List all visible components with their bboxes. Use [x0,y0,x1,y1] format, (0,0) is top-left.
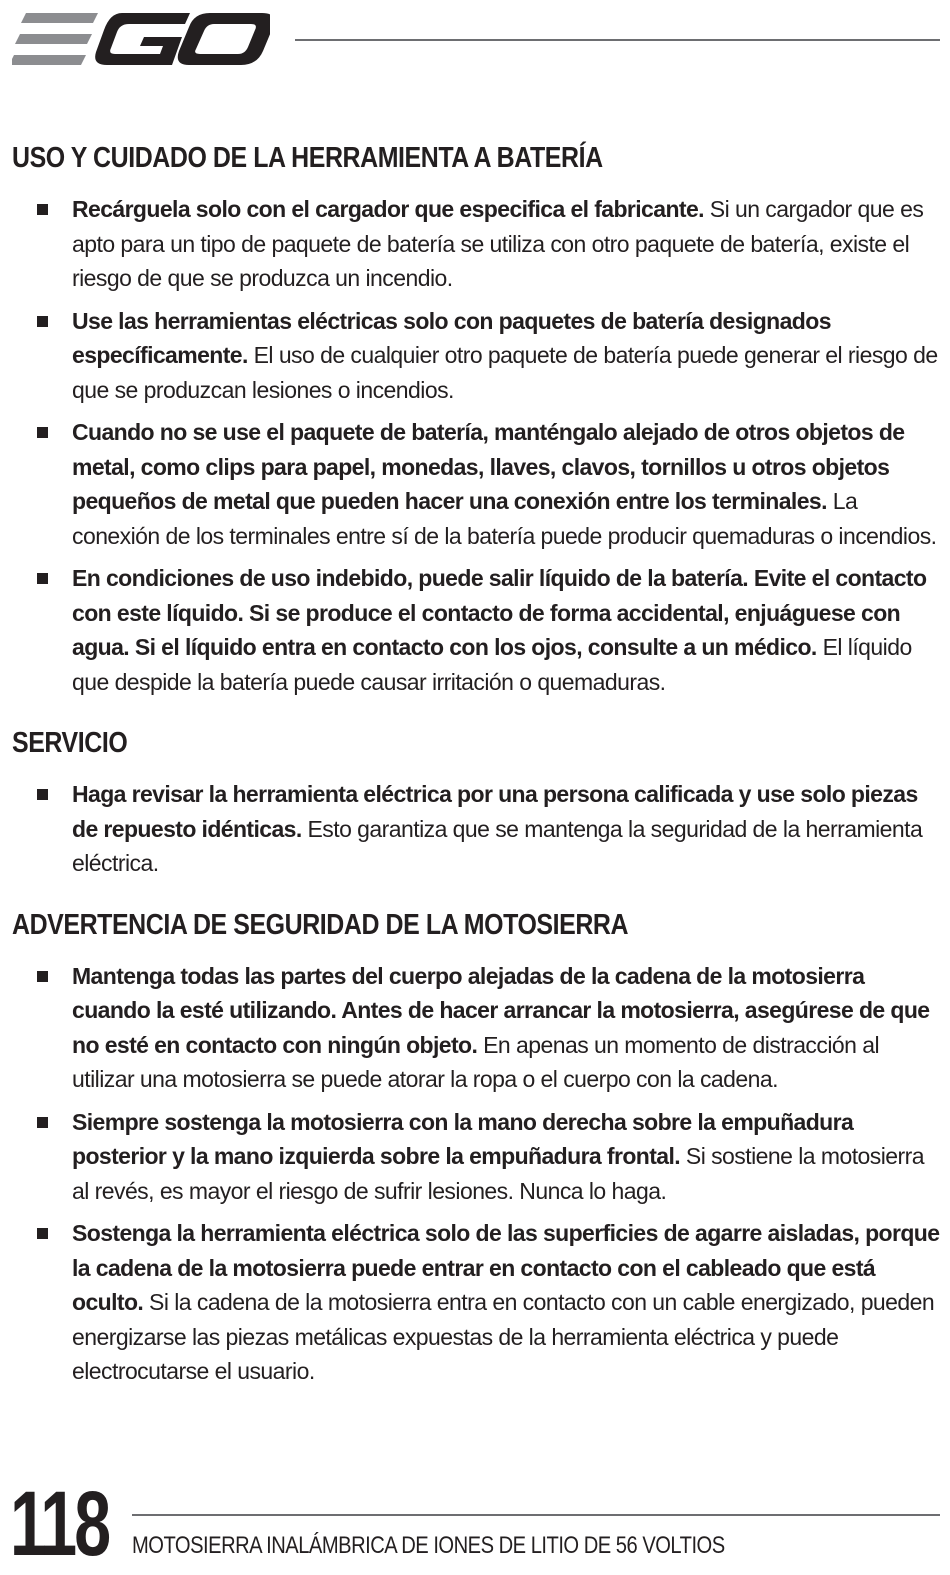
item-text: En apenas un momento de distracción al utilizar una motosierra se puede atorar la ropa o el cuerpo con la cadena. [72,1031,880,1092]
square-bullet-icon [37,971,48,982]
brand-logo [12,10,270,70]
list-item [12,1216,940,1389]
item-text: El uso de cualquier otro paquete de batería puede generar el riesgo de que se produzcan lesiones o incendios. [72,342,938,403]
square-bullet-icon [37,1228,48,1239]
list-item [12,1105,940,1209]
list-item [12,192,940,296]
section-title-service: SERVICIO [12,727,128,759]
item-bold-text: Recárguela solo con el cargador que especifica el fabricante. [72,196,704,222]
list-item [12,959,940,1097]
item-text: Si la cadena de la motosierra entra en contacto con un cable energizado, pueden energizarse las piezas metálicas expuestas de la herramienta eléctrica y puede electrocutarse el usuario. [72,1289,935,1384]
square-bullet-icon [37,573,48,584]
item-text: La conexión de los terminales entre sí de la batería puede producir quemaduras o incendios. [72,488,937,549]
item-bold-text: Haga revisar la herramienta eléctrica por una persona calificada y use solo piezas de repuesto idénticas. [72,781,918,842]
footer-divider [132,1514,940,1516]
item-bold-text: Sostenga la herramienta eléctrica solo de las superficies de agarre aisladas, porque la cadena de la motosierra puede entrar en contacto con el cableado que está oculto. [72,1220,940,1315]
section-chainsaw-warning-list [12,959,940,1389]
section-title-battery-care: USO Y CUIDADO DE LA HERRAMIENTA A BATERÍA [12,142,603,174]
section-service-list [12,777,940,881]
square-bullet-icon [37,427,48,438]
list-item [12,304,940,408]
square-bullet-icon [37,316,48,327]
footer-title: MOTOSIERRA INALÁMBRICA DE IONES DE LITIO DE 56 VOLTIOS [132,1532,725,1559]
item-bold-text: Siempre sostenga la motosierra con la mano derecha sobre la empuñadura posterior y la mano izquierda sobre la empuñadura frontal. [72,1108,854,1169]
item-text: Si un cargador que es apto para un tipo de paquete de batería se utiliza con otro paquete de batería, existe el riesgo de que se produzca un incendio. [72,196,924,291]
square-bullet-icon [37,204,48,215]
item-bold-text: En condiciones de uso indebido, puede salir líquido de la batería. Evite el contacto con este líquido. Si se produce el contacto de forma accidental, enjuáguese con agua. Si el líquido entra en contacto con los ojos, consulte a un médico. [72,565,927,660]
page-number: 118 [10,1473,109,1575]
list-item [12,561,940,699]
main-content [12,138,940,1397]
item-bold-text: Cuando no se use el paquete de batería, manténgalo alejado de otros objetos de metal, como clips para papel, monedas, llaves, clavos, tornillos u otros objetos pequeños de metal que pueden hacer una conexión entre los terminales. [72,419,905,514]
brand-logo-text [270,10,271,11]
section-title-chainsaw-warning: ADVERTENCIA DE SEGURIDAD DE LA MOTOSIERRA [12,908,629,941]
section-battery-care-list [12,192,940,699]
item-text: El líquido que despide la batería puede causar irritación o quemaduras. [72,634,912,695]
item-text: Esto garantiza que se mantenga la seguridad de la herramienta eléctrica. [72,815,923,876]
list-item [12,415,940,553]
square-bullet-icon [37,789,48,800]
item-text: Si sostiene la motosierra al revés, es mayor el riesgo de sufrir lesiones. Nunca lo haga. [72,1143,924,1204]
item-bold-text: Use las herramientas eléctricas solo con paquetes de batería designados específicamente. [72,307,831,368]
square-bullet-icon [37,1117,48,1128]
list-item [12,777,940,881]
item-bold-text: Mantenga todas las partes del cuerpo alejadas de la cadena de la motosierra cuando la esté utilizando. Antes de hacer arrancar la motosierra, asegúrese de que no esté en contacto con ningún objeto. [72,962,930,1058]
header-divider [295,39,940,41]
